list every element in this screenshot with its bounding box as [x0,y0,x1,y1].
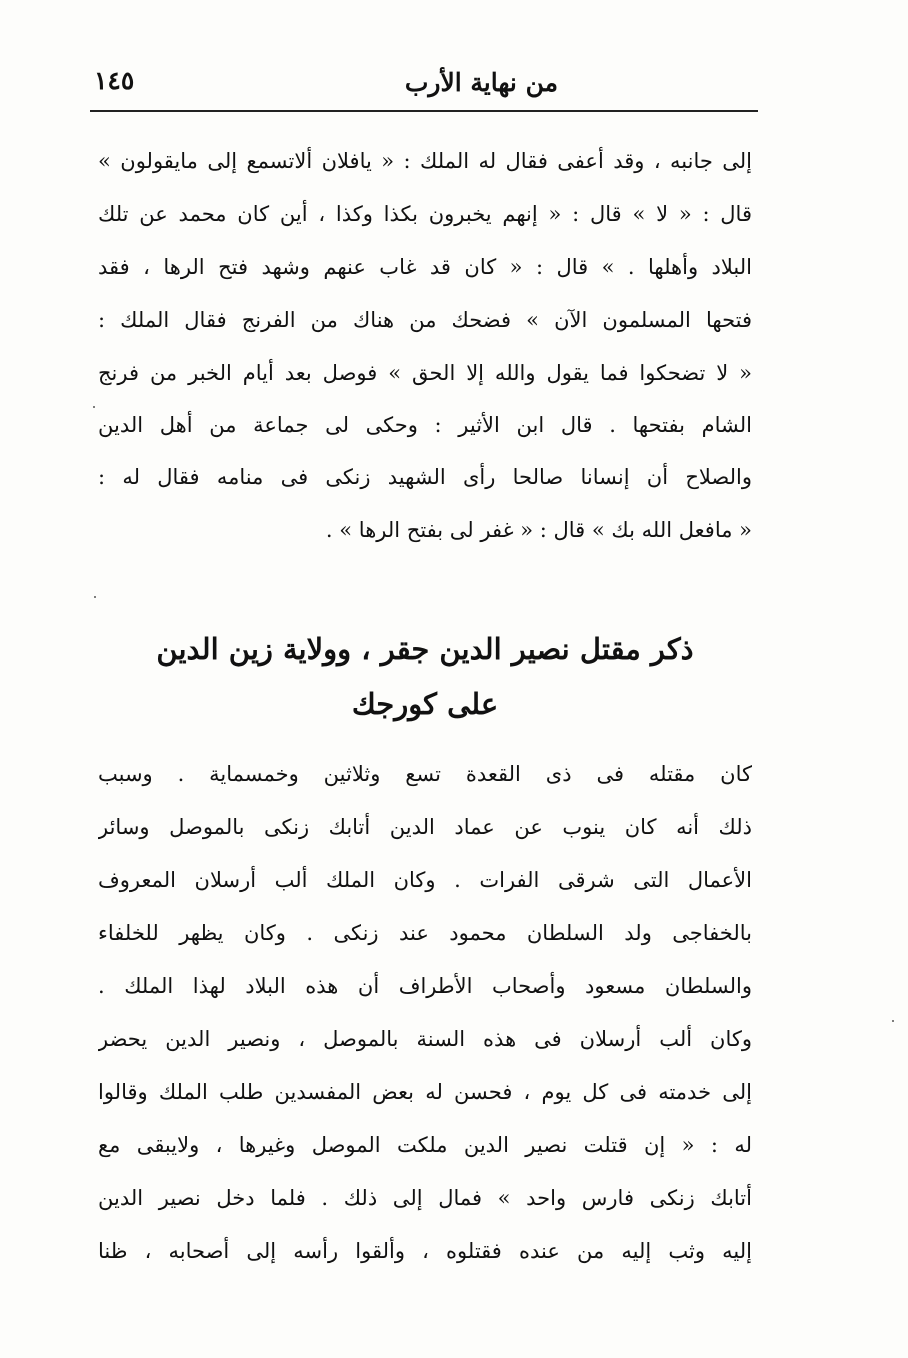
text-line-last: « مافعل الله بك » قال : « غفر لى بفتح الرها » . [325,518,752,542]
text-line: كان مقتله فى ذى القعدة تسع وثلاثين وخمسماية . وسبب [98,762,752,786]
section-heading-line: على كورجك [351,687,499,721]
text-line: إليه وثب إليه من عنده فقتلوه ، وألقوا رأسه إلى أصحابه ، ظنا [98,1239,752,1263]
header-rule [90,110,758,112]
text-line: الشام بفتحها . قال ابن الأثير : وحكى لى جماعة من أهل الدين [98,413,752,437]
text-line: والسلطان مسعود وأصحاب الأطراف أن هذه البلاد لهذا الملك . [98,974,752,998]
text-line: الأعمال التى شرقى الفرات . وكان الملك ألب أرسلان المعروف [98,868,752,892]
text-line: البلاد وأهلها . » قال : « كان قد غاب عنهم وشهد فتح الرها ، فقد [98,255,752,279]
text-line: فتحها المسلمون الآن » فضحك من هناك من الفرنج فقال الملك : [98,308,752,332]
text-line: أتابك زنكى فارس واحد » فمال إلى ذلك . فلما دخل نصير الدين [98,1186,752,1210]
print-speck [93,406,95,408]
text-line: بالخفاجى ولد السلطان محمود عند زنكى . وكان يظهر للخلفاء [98,921,752,945]
text-line: ذلك أنه كان ينوب عن عماد الدين أتابك زنكى بالموصل وسائر [98,815,752,839]
text-line: إلى جانبه ، وقد أعفى فقال له الملك : « يافلان ألاتسمع إلى مايقولون » [98,149,752,173]
print-speck [892,1020,894,1022]
section-heading-line: ذكر مقتل نصير الدين جقر ، وولاية زين الدين [156,632,694,666]
text-line: إلى خدمته فى كل يوم ، فحسن له بعض المفسدين طلب الملك وقالوا [98,1080,752,1104]
text-line: له : « إن قتلت نصير الدين ملكت الموصل وغيرها ، ولايبقى مع [98,1133,752,1157]
running-title: من نهاية الأرب [404,68,558,97]
print-speck [94,596,96,598]
running-header [88,62,768,102]
text-line: والصلاح أن إنسانا صالحا رأى الشهيد زنكى فى منامه فقال له : [98,465,752,489]
text-line: « لا تضحكوا فما يقول والله إلا الحق » فوصل بعد أيام الخبر من فرنج [98,361,752,385]
text-line: وكان ألب أرسلان فى هذه السنة بالموصل ، ونصير الدين يحضر [98,1027,752,1051]
page-number: ١٤٥ [94,66,135,95]
text-line: قال : « لا » قال : « إنهم يخبرون بكذا وكذا ، أين كان محمد عن تلك [98,202,752,226]
